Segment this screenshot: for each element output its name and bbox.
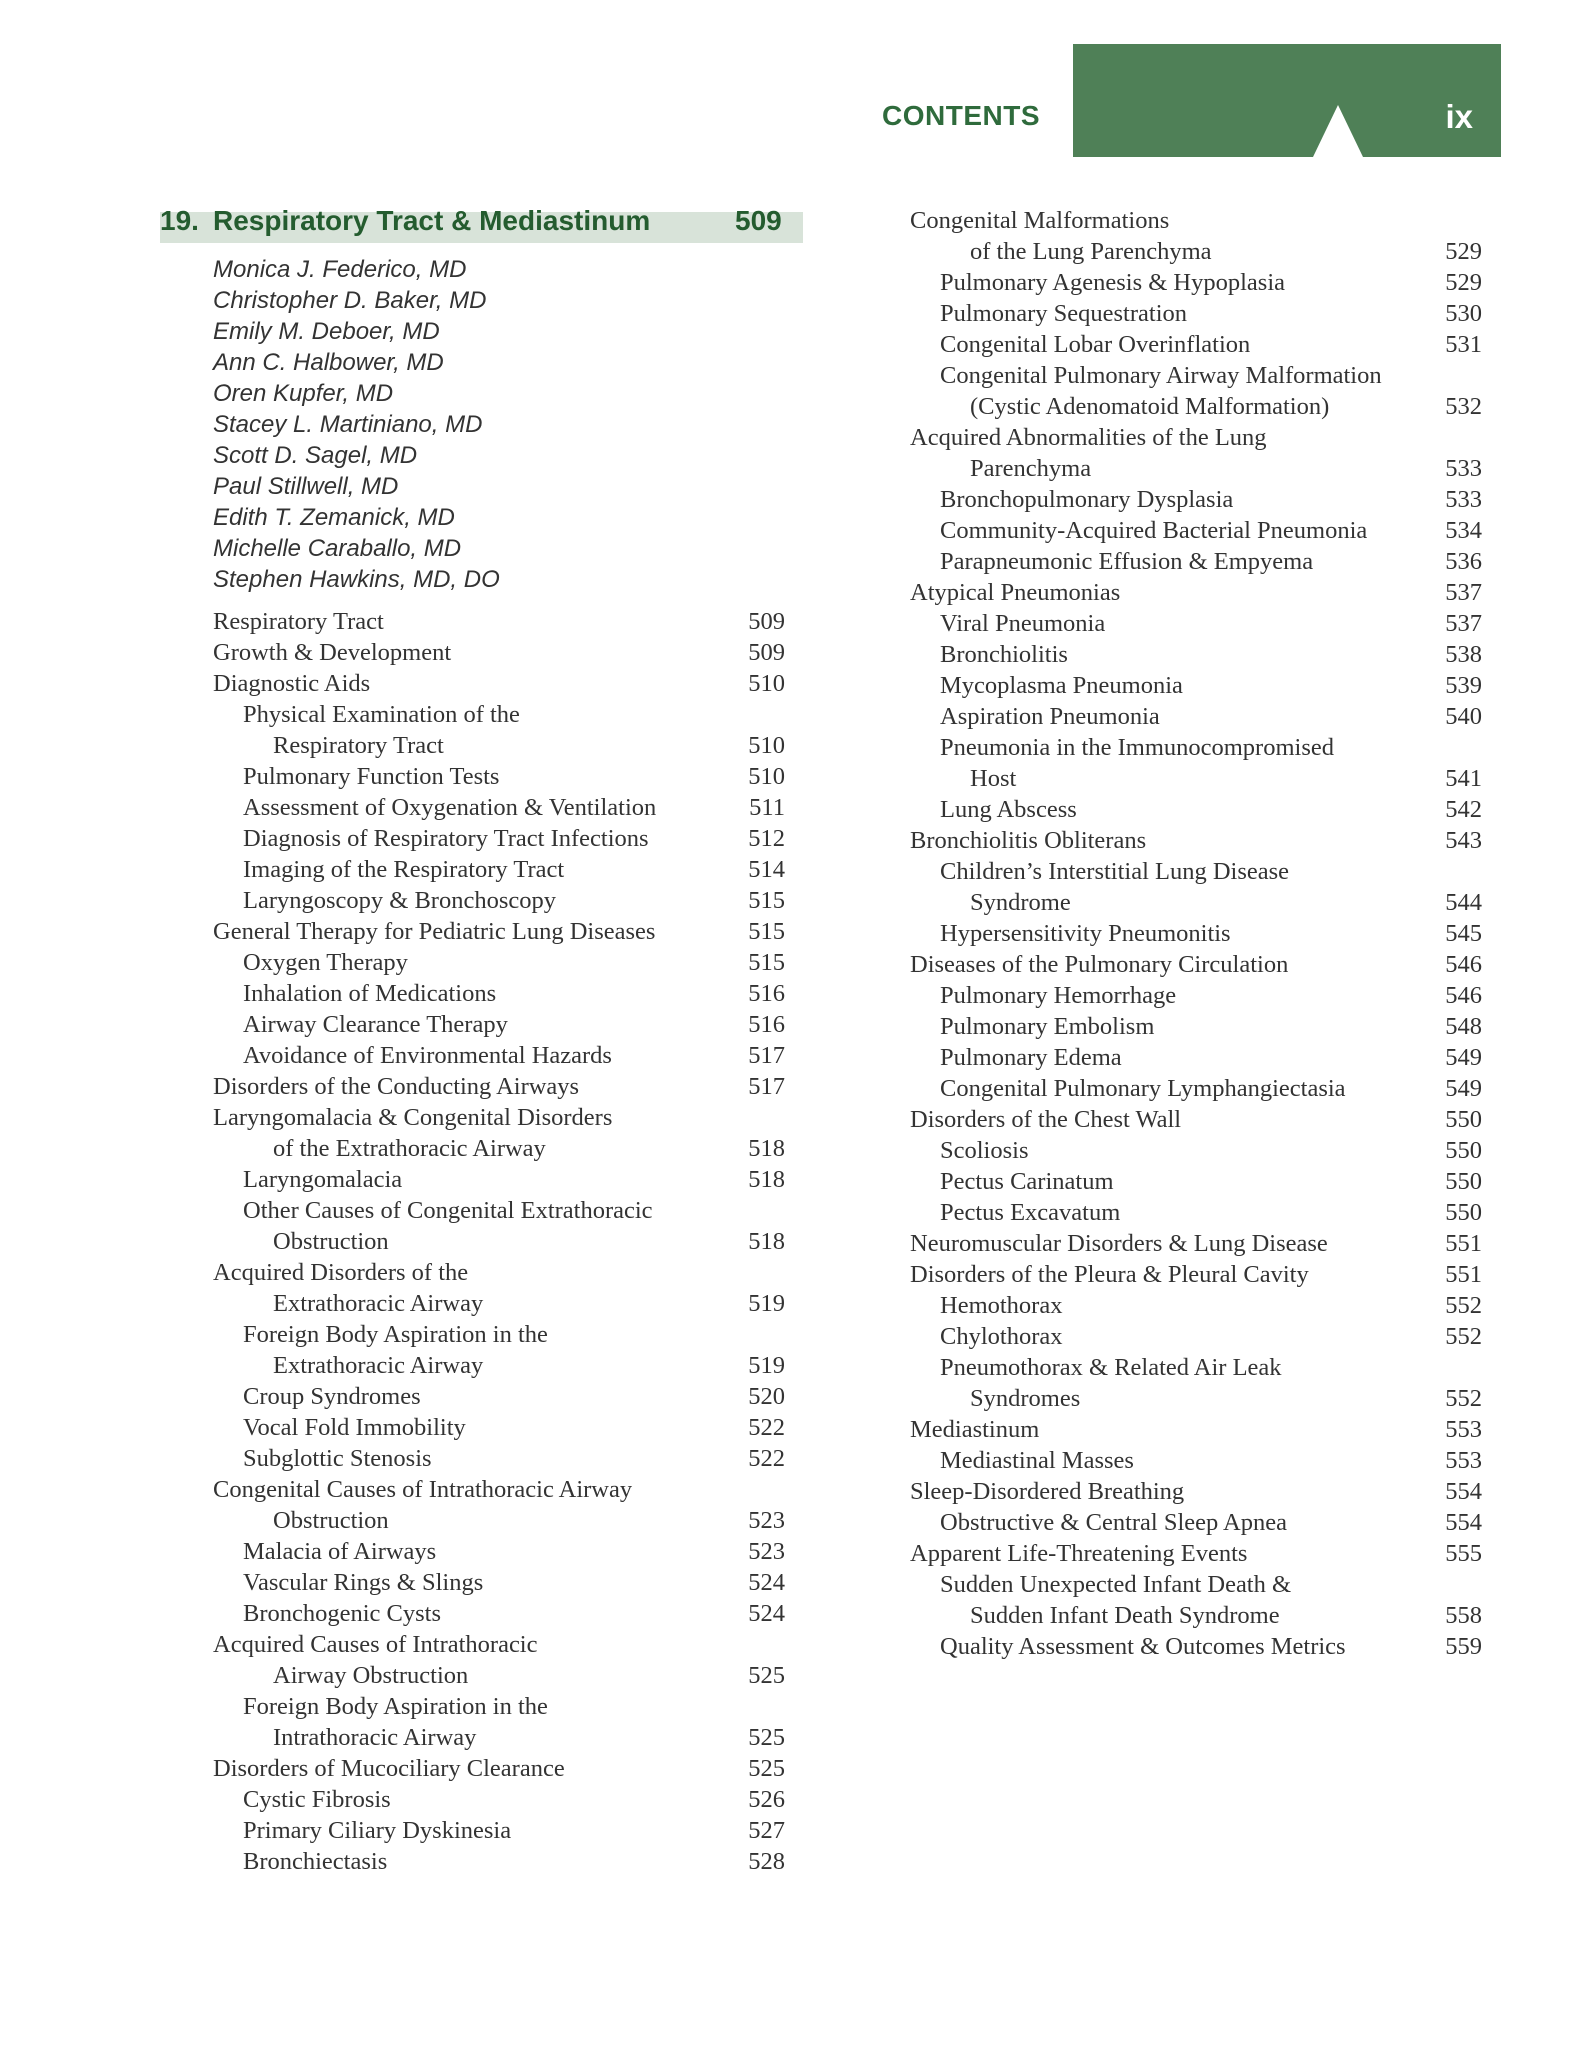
toc-entry-title: Pneumonia in the Immunocompromised (940, 734, 1334, 761)
toc-entry-title: Airway Clearance Therapy (243, 1011, 508, 1038)
toc-entry-title: of the Extrathoracic Airway (273, 1135, 546, 1162)
toc-entry-title: Community-Acquired Bacterial Pneumonia (940, 517, 1368, 544)
toc-entry[interactable] (910, 1507, 1482, 1538)
toc-entry-title: Hemothorax (940, 1292, 1063, 1319)
toc-entry[interactable] (213, 1505, 785, 1536)
toc-entry[interactable] (910, 949, 1482, 980)
toc-entry[interactable] (213, 947, 785, 978)
toc-entry[interactable] (910, 577, 1482, 608)
toc-entry-title: Airway Obstruction (273, 1662, 469, 1689)
toc-entry-title: Imaging of the Respiratory Tract (243, 856, 565, 883)
toc-entry-title: Bronchiolitis Obliterans (910, 827, 1147, 854)
toc-entry-title: Bronchogenic Cysts (243, 1600, 442, 1627)
toc-entry-title: Pectus Excavatum (940, 1199, 1121, 1226)
toc-entry-page: 524 (748, 1600, 785, 1627)
toc-entry-page: 553 (1445, 1447, 1482, 1474)
author-name: Stacey L. Martiniano, MD (213, 411, 483, 438)
tab-notch (1313, 105, 1363, 157)
toc-entry[interactable] (213, 1381, 785, 1412)
toc-entry-page: 550 (1445, 1168, 1482, 1195)
toc-entry[interactable] (213, 1474, 785, 1505)
toc-right-column (910, 205, 1482, 1662)
toc-entry-page: 549 (1445, 1044, 1482, 1071)
toc-entry[interactable] (910, 1073, 1482, 1104)
toc-entry[interactable] (213, 1071, 785, 1102)
toc-entry-title: Quality Assessment & Outcomes Metrics (940, 1633, 1346, 1660)
toc-entry-title: (Cystic Adenomatoid Malformation) (970, 393, 1330, 420)
toc-entry[interactable] (910, 484, 1482, 515)
toc-entry[interactable] (910, 422, 1482, 453)
toc-entry[interactable] (910, 515, 1482, 546)
toc-entry-page: 509 (748, 639, 785, 666)
toc-entry-page: 537 (1445, 579, 1482, 606)
author-name: Ann C. Halbower, MD (213, 349, 444, 376)
toc-entry-page: 558 (1445, 1602, 1482, 1629)
toc-entry-title: Laryngoscopy & Bronchoscopy (243, 887, 556, 914)
toc-entry[interactable] (910, 1042, 1482, 1073)
toc-entry[interactable] (213, 1846, 785, 1877)
toc-entry[interactable] (213, 885, 785, 916)
toc-entry-page: 526 (748, 1786, 785, 1813)
toc-entry-title: Laryngomalacia & Congenital Disorders (213, 1104, 613, 1131)
author-name: Stephen Hawkins, MD, DO (213, 566, 500, 593)
toc-entry[interactable] (213, 1660, 785, 1691)
header-page-tab (1073, 44, 1501, 157)
toc-entry-title: Pulmonary Hemorrhage (940, 982, 1177, 1009)
toc-entry-title: Subglottic Stenosis (243, 1445, 432, 1472)
toc-entry-page: 529 (1445, 269, 1482, 296)
toc-entry-title: Neuromuscular Disorders & Lung Disease (910, 1230, 1328, 1257)
toc-entry-title: Physical Examination of the (243, 701, 520, 728)
toc-entry-title: Assessment of Oxygenation & Ventilation (243, 794, 657, 821)
toc-entry-page: 550 (1445, 1106, 1482, 1133)
toc-entry-title: Pulmonary Function Tests (243, 763, 500, 790)
toc-entry[interactable] (910, 1259, 1482, 1290)
author-name: Emily M. Deboer, MD (213, 318, 440, 345)
toc-entry[interactable] (910, 329, 1482, 360)
toc-entry-page: 559 (1445, 1633, 1482, 1660)
toc-entry-page: 540 (1445, 703, 1482, 730)
toc-entry-page: 554 (1445, 1509, 1482, 1536)
toc-entry-page: 523 (748, 1507, 785, 1534)
toc-entry-title: Laryngomalacia (243, 1166, 403, 1193)
toc-entry-title: Scoliosis (940, 1137, 1029, 1164)
toc-entry-title: Primary Ciliary Dyskinesia (243, 1817, 512, 1844)
toc-entry-page: 533 (1445, 455, 1482, 482)
toc-entry-title: Hypersensitivity Pneumonitis (940, 920, 1231, 947)
toc-entry-title: Bronchiolitis (940, 641, 1068, 668)
toc-entry[interactable] (213, 1040, 785, 1071)
author-name: Christopher D. Baker, MD (213, 287, 487, 314)
toc-entry-title: Vocal Fold Immobility (243, 1414, 466, 1441)
toc-entry[interactable] (910, 1383, 1482, 1414)
toc-entry-title: Diagnosis of Respiratory Tract Infections (243, 825, 649, 852)
toc-entry-title: Sudden Infant Death Syndrome (970, 1602, 1280, 1629)
toc-entry-title: Respiratory Tract (273, 732, 444, 759)
toc-entry-page: 519 (748, 1352, 785, 1379)
toc-entry-page: 548 (1445, 1013, 1482, 1040)
toc-entry-title: Pulmonary Embolism (940, 1013, 1155, 1040)
toc-entry-page: 509 (748, 608, 785, 635)
toc-entry[interactable] (213, 854, 785, 885)
toc-entry-title: Bronchopulmonary Dysplasia (940, 486, 1234, 513)
toc-entry-page: 515 (748, 918, 785, 945)
toc-entry-page: 534 (1445, 517, 1482, 544)
toc-entry[interactable] (910, 918, 1482, 949)
toc-entry[interactable] (910, 1228, 1482, 1259)
toc-entry-page: 552 (1445, 1323, 1482, 1350)
toc-entry-page: 525 (748, 1755, 785, 1782)
toc-entry-title: Obstruction (273, 1507, 389, 1534)
toc-entry-title: Obstructive & Central Sleep Apnea (940, 1509, 1287, 1536)
toc-entry[interactable] (213, 1350, 785, 1381)
toc-entry-title: Congenital Malformations (910, 207, 1170, 234)
toc-entry-page: 530 (1445, 300, 1482, 327)
toc-entry-title: Disorders of Mucociliary Clearance (213, 1755, 565, 1782)
toc-entry[interactable] (910, 608, 1482, 639)
toc-entry[interactable] (213, 668, 785, 699)
toc-entry-page: 536 (1445, 548, 1482, 575)
author-name: Monica J. Federico, MD (213, 256, 467, 283)
toc-entry-title: Congenital Lobar Overinflation (940, 331, 1251, 358)
author-name: Michelle Caraballo, MD (213, 535, 462, 562)
toc-entry-page: 510 (748, 732, 785, 759)
toc-entry[interactable] (910, 546, 1482, 577)
toc-entry[interactable] (213, 637, 785, 668)
toc-entry-title: Congenital Pulmonary Lymphangiectasia (940, 1075, 1346, 1102)
toc-entry[interactable] (213, 1722, 785, 1753)
toc-entry[interactable] (213, 761, 785, 792)
toc-entry-page: 554 (1445, 1478, 1482, 1505)
toc-entry[interactable] (910, 763, 1482, 794)
toc-entry-title: Respiratory Tract (213, 608, 384, 635)
toc-entry-page: 525 (748, 1662, 785, 1689)
toc-entry[interactable] (910, 732, 1482, 763)
toc-entry-title: Mediastinum (910, 1416, 1040, 1443)
toc-entry-title: Pulmonary Sequestration (940, 300, 1188, 327)
toc-entry-page: 529 (1445, 238, 1482, 265)
toc-entry-title: Viral Pneumonia (940, 610, 1106, 637)
toc-entry[interactable] (910, 453, 1482, 484)
toc-entry[interactable] (213, 1164, 785, 1195)
toc-entry-page: 518 (748, 1135, 785, 1162)
toc-entry[interactable] (910, 825, 1482, 856)
toc-entry[interactable] (910, 1166, 1482, 1197)
toc-entry-page: 512 (748, 825, 785, 852)
toc-entry-title: Acquired Causes of Intrathoracic (213, 1631, 538, 1658)
toc-entry-title: Disorders of the Pleura & Pleural Cavity (910, 1261, 1309, 1288)
toc-entry-title: General Therapy for Pediatric Lung Diseases (213, 918, 656, 945)
toc-entry-page: 525 (748, 1724, 785, 1751)
toc-entry-title: Apparent Life-Threatening Events (910, 1540, 1248, 1567)
toc-entry-page: 551 (1445, 1261, 1482, 1288)
toc-entry-page: 550 (1445, 1137, 1482, 1164)
toc-entry-title: Obstruction (273, 1228, 389, 1255)
toc-entry[interactable] (910, 1538, 1482, 1569)
toc-entry-page: 518 (748, 1228, 785, 1255)
toc-entry-page: 531 (1445, 331, 1482, 358)
toc-entry-page: 538 (1445, 641, 1482, 668)
toc-entry-page: 510 (748, 763, 785, 790)
toc-entry-title: Avoidance of Environmental Hazards (243, 1042, 612, 1069)
toc-entry-page: 539 (1445, 672, 1482, 699)
chapter-title: Respiratory Tract & Mediastinum (213, 205, 651, 236)
toc-entry[interactable] (910, 1290, 1482, 1321)
toc-entry[interactable] (213, 1536, 785, 1567)
toc-entry-page: 533 (1445, 486, 1482, 513)
toc-entry[interactable] (910, 1135, 1482, 1166)
toc-entry-page: 520 (748, 1383, 785, 1410)
toc-entry-title: Cystic Fibrosis (243, 1786, 391, 1813)
toc-entry[interactable] (213, 1691, 785, 1722)
toc-entry-page: 555 (1445, 1540, 1482, 1567)
toc-entry[interactable] (910, 639, 1482, 670)
toc-entry[interactable] (910, 794, 1482, 825)
toc-entry-page: 545 (1445, 920, 1482, 947)
toc-entry-page: 532 (1445, 393, 1482, 420)
toc-entry[interactable] (213, 1226, 785, 1257)
toc-entry-title: Sudden Unexpected Infant Death & (940, 1571, 1292, 1598)
toc-entry[interactable] (213, 1784, 785, 1815)
toc-entry-title: Chylothorax (940, 1323, 1063, 1350)
toc-entry[interactable] (910, 887, 1482, 918)
toc-entry[interactable] (910, 1197, 1482, 1228)
toc-entry[interactable] (213, 978, 785, 1009)
toc-entry[interactable] (213, 1102, 785, 1133)
toc-entry-title: Host (970, 765, 1017, 792)
toc-entry[interactable] (910, 1569, 1482, 1600)
toc-entry-page: 541 (1445, 765, 1482, 792)
toc-entry[interactable] (213, 1133, 785, 1164)
toc-entry-page: 515 (748, 887, 785, 914)
toc-entry[interactable] (213, 1257, 785, 1288)
toc-entry-title: Disorders of the Chest Wall (910, 1106, 1182, 1133)
toc-entry-title: Diseases of the Pulmonary Circulation (910, 951, 1289, 978)
toc-entry-title: Oxygen Therapy (243, 949, 408, 976)
toc-entry[interactable] (910, 391, 1482, 422)
toc-entry[interactable] (910, 701, 1482, 732)
toc-entry-title: Mycoplasma Pneumonia (940, 672, 1183, 699)
toc-entry-page: 524 (748, 1569, 785, 1596)
author-name: Paul Stillwell, MD (213, 473, 399, 500)
toc-entry-title: Aspiration Pneumonia (940, 703, 1160, 730)
toc-entry-page: 523 (748, 1538, 785, 1565)
toc-entry-page: 522 (748, 1445, 785, 1472)
toc-entry[interactable] (910, 670, 1482, 701)
toc-entry[interactable] (910, 205, 1482, 236)
toc-entry-title: Malacia of Airways (243, 1538, 437, 1565)
toc-entry-title: Sleep-Disordered Breathing (910, 1478, 1185, 1505)
toc-entry-page: 552 (1445, 1292, 1482, 1319)
toc-entry-title: Other Causes of Congenital Extrathoracic (243, 1197, 653, 1224)
toc-entry-title: Pectus Carinatum (940, 1168, 1114, 1195)
toc-entry-title: Children’s Interstitial Lung Disease (940, 858, 1290, 885)
toc-entry[interactable] (213, 1629, 785, 1660)
toc-entry-title: Disorders of the Conducting Airways (213, 1073, 580, 1100)
toc-entry[interactable] (910, 856, 1482, 887)
toc-entry-page: 517 (748, 1042, 785, 1069)
toc-entry-page: 516 (748, 1011, 785, 1038)
chapter-number: 19. (160, 205, 199, 236)
toc-entry-title: Syndromes (970, 1385, 1081, 1412)
toc-entry-page: 519 (748, 1290, 785, 1317)
toc-entry-page: 537 (1445, 610, 1482, 637)
toc-entry-page: 543 (1445, 827, 1482, 854)
toc-entry-page: 550 (1445, 1199, 1482, 1226)
toc-entry[interactable] (910, 1104, 1482, 1135)
toc-entry[interactable] (213, 730, 785, 761)
toc-entry[interactable] (213, 1443, 785, 1474)
toc-entry-page: 544 (1445, 889, 1482, 916)
toc-entry[interactable] (213, 1815, 785, 1846)
toc-entry-title: Congenital Pulmonary Airway Malformation (940, 362, 1382, 389)
toc-entry-page: 551 (1445, 1230, 1482, 1257)
toc-entry-title: Vascular Rings & Slings (243, 1569, 484, 1596)
toc-entry-page: 517 (748, 1073, 785, 1100)
author-list (213, 254, 500, 595)
toc-entry[interactable] (910, 236, 1482, 267)
toc-entry[interactable] (910, 980, 1482, 1011)
toc-left-column (213, 606, 785, 1877)
toc-entry[interactable] (910, 1011, 1482, 1042)
toc-entry-page: 549 (1445, 1075, 1482, 1102)
toc-entry[interactable] (213, 1567, 785, 1598)
toc-entry-page: 510 (748, 670, 785, 697)
page-number: ix (1445, 98, 1473, 135)
toc-entry[interactable] (213, 823, 785, 854)
toc-entry-page: 552 (1445, 1385, 1482, 1412)
toc-entry-title: Inhalation of Medications (243, 980, 497, 1007)
toc-entry[interactable] (213, 1753, 785, 1784)
toc-entry-title: Intrathoracic Airway (273, 1724, 477, 1751)
toc-entry-title: Parapneumonic Effusion & Empyema (940, 548, 1314, 575)
toc-entry[interactable] (910, 1600, 1482, 1631)
toc-entry-page: 518 (748, 1166, 785, 1193)
toc-entry[interactable] (910, 1445, 1482, 1476)
toc-entry[interactable] (213, 1288, 785, 1319)
toc-entry[interactable] (910, 1414, 1482, 1445)
toc-entry[interactable] (910, 1476, 1482, 1507)
running-header-label: CONTENTS (882, 100, 1040, 131)
toc-entry-page: 516 (748, 980, 785, 1007)
toc-entry-title: Pulmonary Edema (940, 1044, 1122, 1071)
toc-entry-page: 527 (748, 1817, 785, 1844)
toc-entry-page: 546 (1445, 982, 1482, 1009)
toc-entry[interactable] (213, 1009, 785, 1040)
toc-entry[interactable] (910, 1352, 1482, 1383)
toc-entry-title: Atypical Pneumonias (910, 579, 1121, 606)
toc-entry-title: Extrathoracic Airway (273, 1290, 484, 1317)
toc-entry[interactable] (910, 1631, 1482, 1662)
toc-entry[interactable] (910, 360, 1482, 391)
toc-entry-page: 546 (1445, 951, 1482, 978)
toc-entry[interactable] (213, 1195, 785, 1226)
toc-entry[interactable] (213, 606, 785, 637)
toc-entry[interactable] (213, 699, 785, 730)
toc-entry[interactable] (910, 267, 1482, 298)
toc-entry-title: Growth & Development (213, 639, 452, 666)
toc-entry-title: of the Lung Parenchyma (970, 238, 1212, 265)
toc-entry-page: 511 (749, 794, 785, 821)
toc-entry[interactable] (213, 1598, 785, 1629)
toc-entry-title: Foreign Body Aspiration in the (243, 1693, 548, 1720)
toc-entry-title: Parenchyma (970, 455, 1092, 482)
toc-entry-title: Foreign Body Aspiration in the (243, 1321, 548, 1348)
toc-entry[interactable] (213, 1319, 785, 1350)
toc-entry-page: 528 (748, 1848, 785, 1875)
toc-entry-title: Acquired Disorders of the (213, 1259, 469, 1286)
toc-entry-title: Acquired Abnormalities of the Lung (910, 424, 1267, 451)
toc-entry-title: Syndrome (970, 889, 1071, 916)
toc-entry-page: 515 (748, 949, 785, 976)
toc-entry[interactable] (213, 792, 785, 823)
toc-entry[interactable] (910, 1321, 1482, 1352)
toc-entry-title: Congenital Causes of Intrathoracic Airway (213, 1476, 633, 1503)
toc-entry-title: Mediastinal Masses (940, 1447, 1134, 1474)
author-name: Scott D. Sagel, MD (213, 442, 418, 469)
toc-entry[interactable] (213, 1412, 785, 1443)
toc-entry[interactable] (910, 298, 1482, 329)
author-name: Edith T. Zemanick, MD (213, 504, 455, 531)
toc-entry-page: 514 (748, 856, 785, 883)
toc-entry-title: Pneumothorax & Related Air Leak (940, 1354, 1282, 1381)
toc-entry-title: Bronchiectasis (243, 1848, 388, 1875)
toc-entry-title: Croup Syndromes (243, 1383, 421, 1410)
toc-entry-page: 542 (1445, 796, 1482, 823)
toc-entry-title: Diagnostic Aids (213, 670, 371, 697)
toc-entry-page: 522 (748, 1414, 785, 1441)
toc-entry-title: Extrathoracic Airway (273, 1352, 484, 1379)
toc-entry-page: 553 (1445, 1416, 1482, 1443)
author-name: Oren Kupfer, MD (213, 380, 394, 407)
toc-entry[interactable] (213, 916, 785, 947)
toc-entry-title: Lung Abscess (940, 796, 1077, 823)
chapter-page-number: 509 (735, 205, 782, 236)
toc-entry-title: Pulmonary Agenesis & Hypoplasia (940, 269, 1286, 296)
